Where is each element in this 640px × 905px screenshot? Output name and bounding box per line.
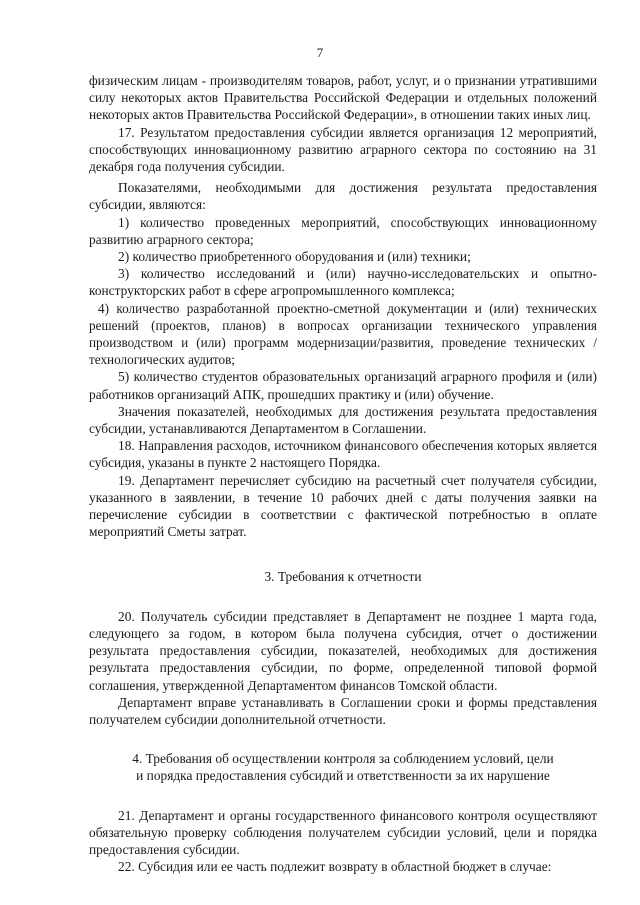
section-3-heading: 3. Требования к отчетности <box>264 569 422 585</box>
paragraph-20: 20. Получатель субсидии представляет в Департамент не позднее 1 марта года, следующего за годом, в котором была получена субсидия, отчет о достижении результата предоставления субсидии, показателей, необходимых для достижения результата предоставления субсидии, по форме, определенной типовой формой соглашения, утвержденной Департаментом финансов Томской области. <box>89 608 597 693</box>
paragraph-19: 19. Департамент перечисляет субсидию на расчетный счет получателя субсидии, указанного в заявлении, в течение 10 рабочих дней с даты получения заявки на перечисление субсидии в соответствии с фактической потребностью в оплате мероприятий Сметы затрат. <box>89 472 597 540</box>
list-item-2: 2) количество приобретенного оборудования и (или) техники; <box>118 249 471 265</box>
section-4-heading-line-1: 4. Требования об осуществлении контроля за соблюдением условий, цели <box>132 751 554 767</box>
document-body <box>89 72 597 875</box>
section-4-heading-line-2: и порядка предоставления субсидий и ответственности за их нарушение <box>136 768 550 784</box>
paragraph-21: 21. Департамент и органы государственного финансового контроля осуществляют обязательную проверку соблюдения получателем субсидии условий, цели и порядка предоставления субсидии. <box>89 807 597 857</box>
paragraph-22: 22. Субсидия или ее часть подлежит возврату в областной бюджет в случае: <box>118 859 552 875</box>
paragraph-17: 17. Результатом предоставления субсидии является организация 12 мероприятий, способствующих инновационному развитию аграрного сектора по состоянию на 31 декабря года получения субсидии. <box>89 124 597 175</box>
paragraph-additional-reporting: Департамент вправе устанавливать в Соглашении сроки и формы представления получателем субсидии дополнительной отчетности. <box>89 694 597 727</box>
paragraph-continuation: физическим лицам - производителям товаров, работ, услуг, и о признании утратившими силу некоторых актов Правительства Российской Федерации и отдельных положений некоторых актов Правительства Российской Федерации», в отношении таких иных лиц. <box>89 73 597 123</box>
paragraph-indicator-values: Значения показателей, необходимых для достижения результата предоставления субсидии, устанавливаются Департаментом в Соглашении. <box>89 403 597 437</box>
paragraph-18: 18. Направления расходов, источником финансового обеспечения которых является субсидия, указаны в пункте 2 настоящего Порядка. <box>89 438 597 471</box>
page-number: 7 <box>316 45 324 60</box>
list-item-3: 3) количество исследований и (или) научно-исследовательских и опытно-конструкторских работ в сфере агропромышленного комплекса; <box>89 266 597 299</box>
list-item-4: 4) количество разработанной проектно-сметной документации и (или) технических решений (проектов, планов) в вопросах организации технического управления производством и (или) программ модернизации/развития, проведение технических /технологических аудитов; <box>89 300 597 368</box>
list-item-1: 1) количество проведенных мероприятий, способствующих инновационному развитию аграрного сектора; <box>89 214 597 247</box>
list-item-5: 5) количество студентов образовательных организаций аграрного профиля и (или) работников организаций АПК, прошедших практику и (или) обучение. <box>89 369 597 402</box>
paragraph-indicators-intro: Показателями, необходимыми для достижения результата предоставления субсидии, являются: <box>89 180 597 213</box>
